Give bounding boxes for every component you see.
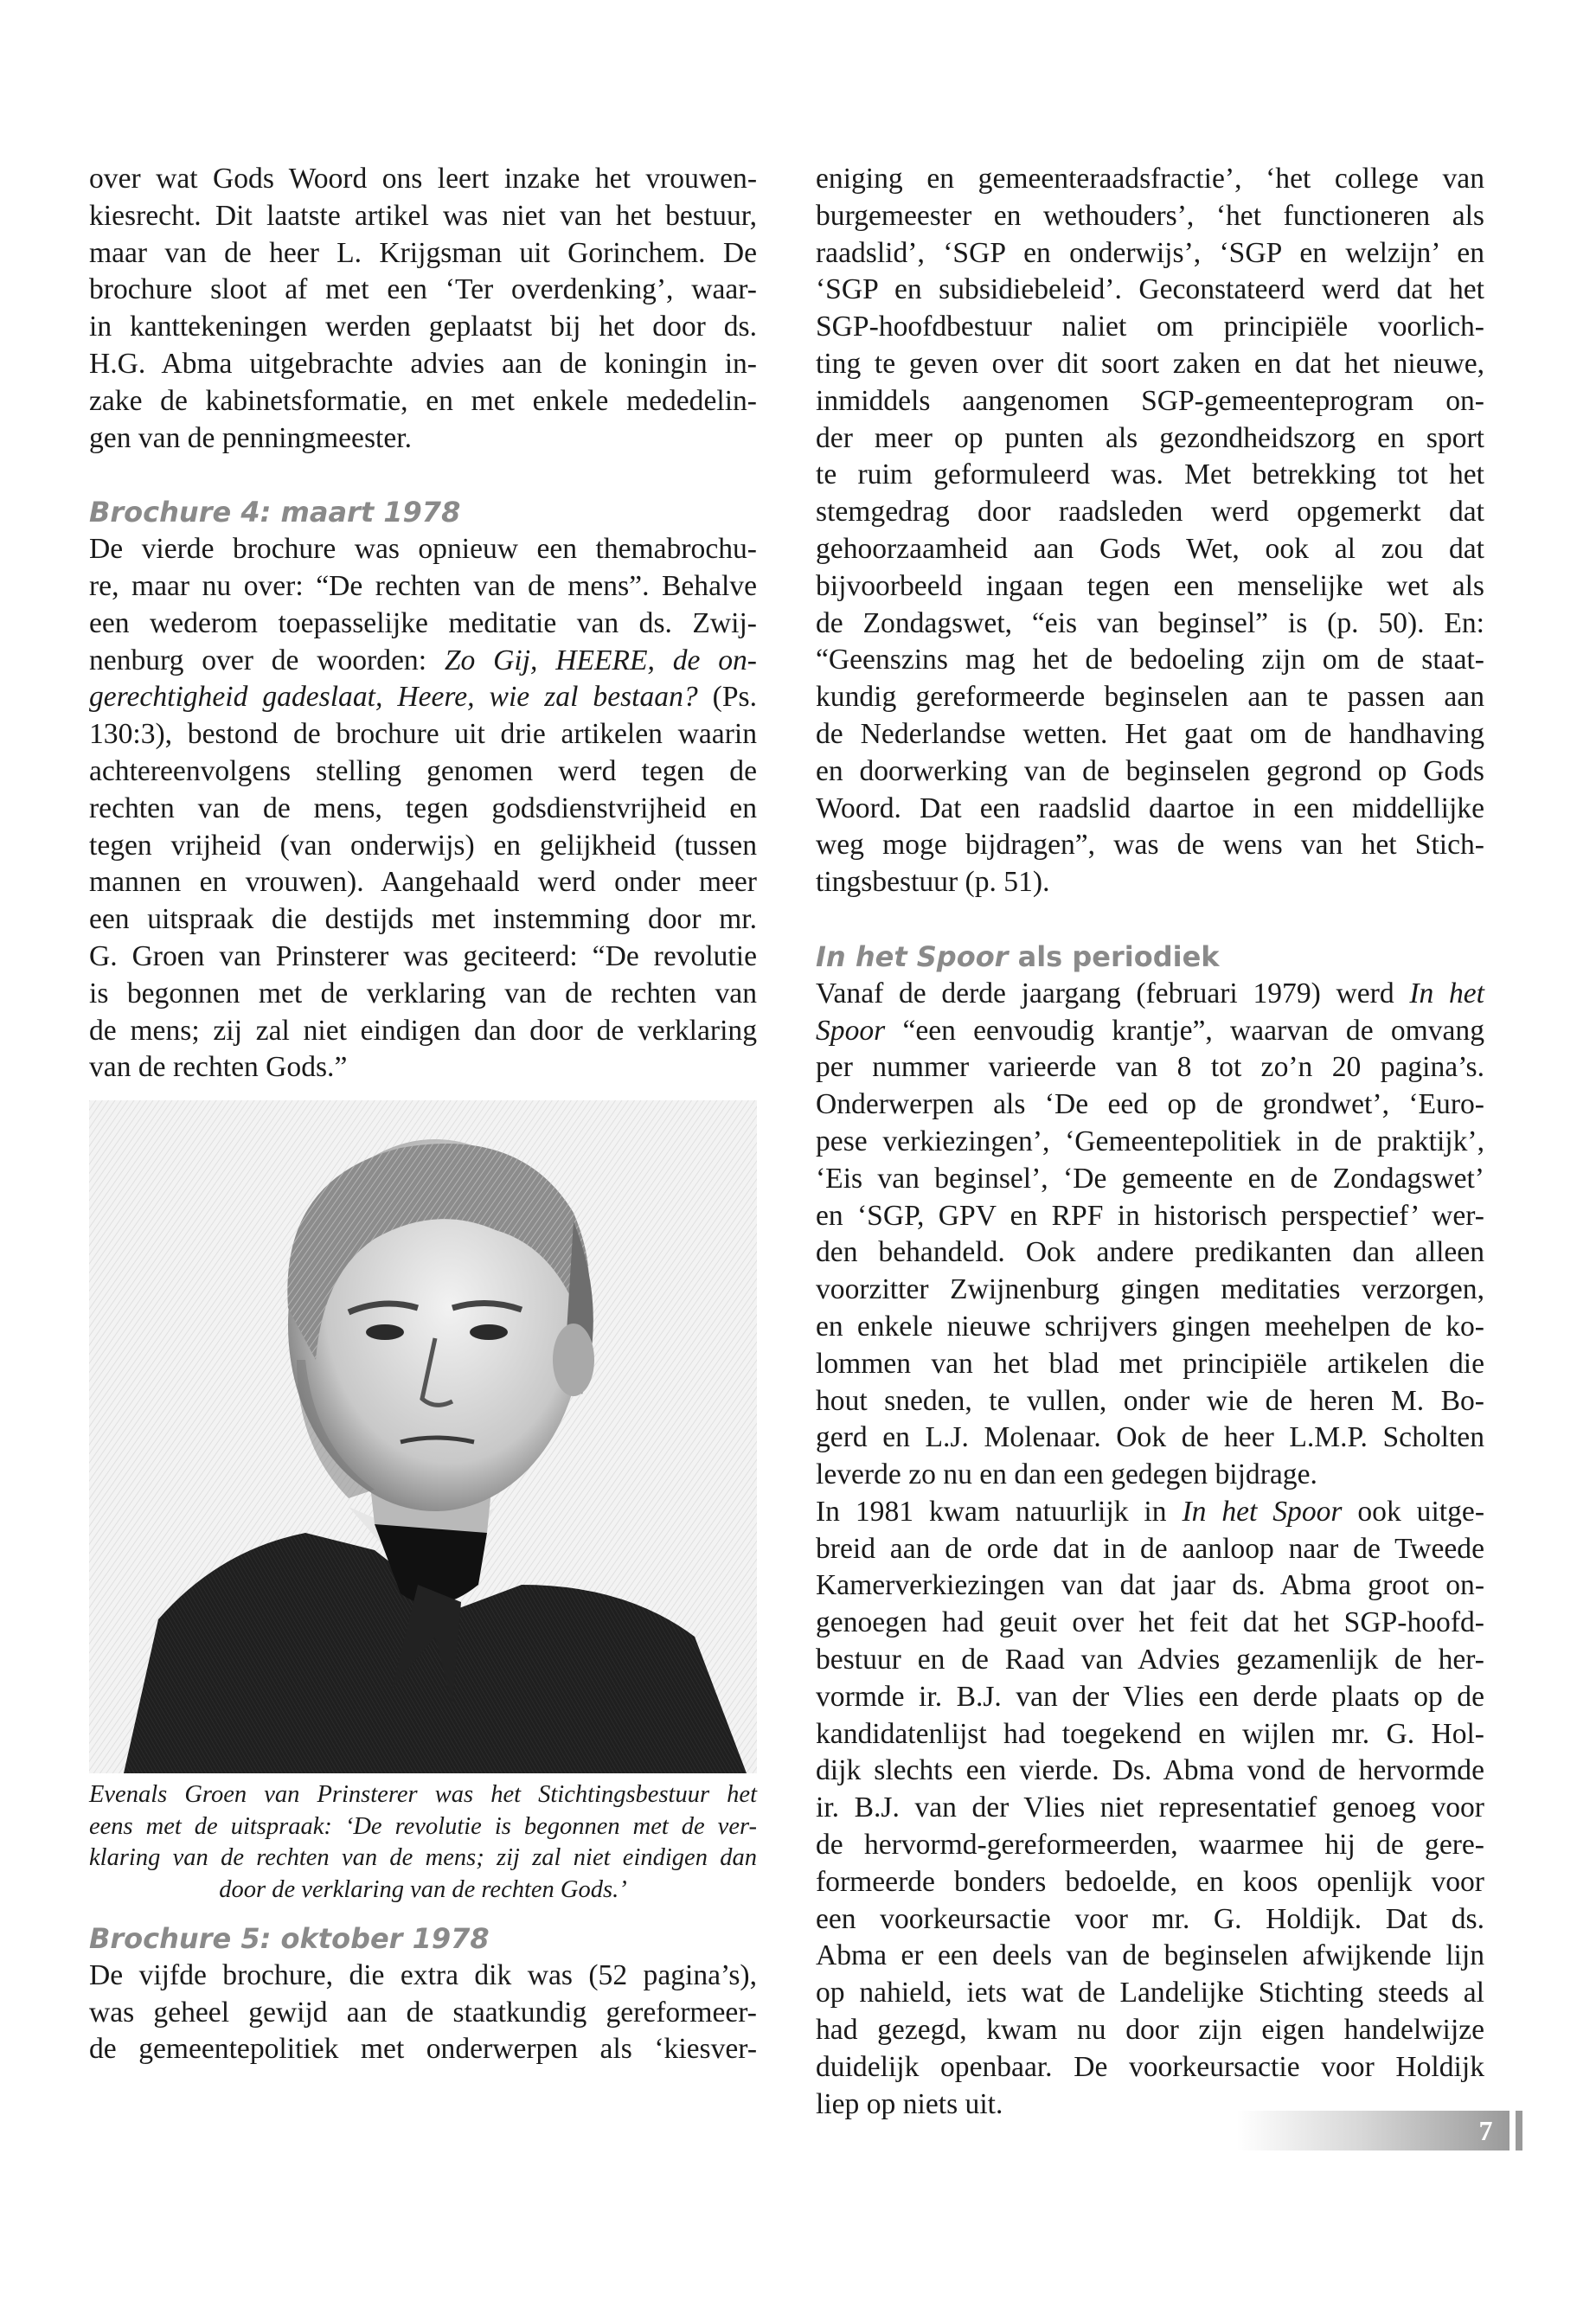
text-line: gerechtigheid gadeslaat, Heere, wie zal bestaan? (Ps. bbox=[89, 681, 757, 714]
left-column bbox=[89, 161, 757, 1086]
text-line: ‘SGP en subsidiebeleid’. Geconstateerd werd dat het bbox=[816, 273, 1484, 306]
paragraph-continued bbox=[816, 161, 1484, 901]
text-line: kundig gereformeerde beginselen aan te passen aan bbox=[816, 681, 1484, 714]
text-line: stemgedrag door raadsleden werd opgemerkt dat bbox=[816, 496, 1484, 529]
text-line: pese verkiezingen’, ‘Gemeentepolitiek in de praktijk’, bbox=[816, 1125, 1484, 1157]
text-line: Kamerverkiezingen van dat jaar ds. Abma groot on- bbox=[816, 1569, 1484, 1602]
text-line: SGP-hoofdbestuur naliet om principiële voorlich- bbox=[816, 311, 1484, 343]
right-column bbox=[816, 161, 1484, 2123]
text-line: gen van de penningmeester. bbox=[89, 421, 412, 454]
text-line: voorzitter Zwijnenburg gingen meditaties verzorgen, bbox=[816, 1273, 1484, 1306]
text-line: per nummer varieerde van 8 tot zo’n 20 pagina’s. bbox=[816, 1051, 1484, 1084]
text-line: een uitspraak die destijds met instemming door mr. bbox=[89, 903, 757, 936]
text-line: mannen en vrouwen). Aangehaald werd onder meer bbox=[89, 866, 757, 899]
figure-caption bbox=[89, 1779, 757, 1906]
text-line: nenburg over de woorden: Zo Gij, HEERE, de on- bbox=[89, 644, 757, 676]
text-line: is begonnen met de verklaring van de rechten van bbox=[89, 977, 757, 1009]
text-line: ir. B.J. van der Vlies niet representatief genoeg voor bbox=[816, 1791, 1484, 1824]
text-line: G. Groen van Prinsterer was geciteerd: “De revolutie bbox=[89, 939, 757, 972]
text-line: De vijfde brochure, die extra dik was (52 pagina’s), bbox=[89, 1958, 757, 1991]
text-line: een wederom toepasselijke meditatie van ds. Zwij- bbox=[89, 606, 757, 639]
text-line: ting te geven over dit soort zaken en dat het nieuwe, bbox=[816, 347, 1484, 380]
text-line: bijvoorbeeld ingaan tegen een menselijke wet als bbox=[816, 569, 1484, 602]
text-line: genoegen had geuit over het feit dat het SGP-hoofd- bbox=[816, 1606, 1484, 1639]
page-number: 7 bbox=[1478, 2115, 1493, 2146]
heading-brochure-5: Brochure 5: oktober 1978 bbox=[89, 1922, 490, 1955]
text-line: tegen vrijheid (van onderwijs) en gelijkheid (tussen bbox=[89, 829, 757, 862]
text-line: in kanttekeningen werden geplaatst bij het door ds. bbox=[89, 311, 757, 343]
portrait-illustration bbox=[89, 1100, 757, 1773]
text-line: re, maar nu over: “De rechten van de mens”. Behalve bbox=[89, 569, 757, 602]
text-line: dijk slechts een vierde. Ds. Abma vond de hervormde bbox=[816, 1754, 1484, 1787]
text-line: gerd en L.J. Molenaar. Ook de heer L.M.P. Scholten bbox=[816, 1421, 1484, 1454]
text-line: de Nederlandse wetten. Het gaat om de handhaving bbox=[816, 717, 1484, 750]
text-line: maar van de heer L. Krijgsman uit Gorinchem. De bbox=[89, 236, 757, 269]
text-line: burgemeester en wethouders’, ‘het functioneren als bbox=[816, 199, 1484, 232]
text-line: vormde ir. B.J. van der Vlies een derde plaats op de bbox=[816, 1680, 1484, 1713]
text-line: en ‘SGP, GPV en RPF in historisch perspectief’ wer- bbox=[816, 1199, 1484, 1232]
text-line: Vanaf de derde jaargang (februari 1979) werd In het bbox=[816, 977, 1484, 1009]
text-line: de hervormd-gereformeerden, waarmee hij de gere- bbox=[816, 1829, 1484, 1862]
text-line: over wat Gods Woord ons leert inzake het vrouwen- bbox=[89, 163, 757, 195]
caption-line: klaring van de rechten van de mens; zij zal niet eindigen dan bbox=[89, 1844, 757, 1871]
caption-line: Evenals Groen van Prinsterer was het Stichtingsbestuur het bbox=[89, 1781, 757, 1808]
heading-brochure-4: Brochure 4: maart 1978 bbox=[89, 496, 461, 529]
paragraph-1981 bbox=[816, 1494, 1484, 2124]
text-line: “Geenszins mag het de bedoeling zijn om de staat- bbox=[816, 644, 1484, 676]
portrait-engraving bbox=[89, 1100, 757, 1773]
text-line: de Zondagswet, “eis van beginsel” is (p. 50). En: bbox=[816, 606, 1484, 639]
text-line: hout sneden, te vullen, onder wie de heren M. Bo- bbox=[816, 1384, 1484, 1417]
text-line: kiesrecht. Dit laatste artikel was niet van het bestuur, bbox=[89, 199, 757, 232]
text-line: te ruim geformuleerd was. Met betrekking tot het bbox=[816, 458, 1484, 491]
text-line: tingsbestuur (p. 51). bbox=[816, 866, 1050, 899]
text-line: rechten van de mens, tegen godsdienstvrijheid en bbox=[89, 792, 757, 824]
text-line: zake de kabinetsformatie, en met enkele mededelin- bbox=[89, 384, 757, 417]
text-line: op nahield, iets wat de Landelijke Stichting steeds al bbox=[816, 1977, 1484, 2009]
text-line: de mens; zij zal niet eindigen dan door de verklaring bbox=[89, 1014, 757, 1047]
text-line: lommen van het blad met principiële artikelen die bbox=[816, 1347, 1484, 1380]
text-line: had gezegd, kwam nu door zijn eigen handelwijze bbox=[816, 2014, 1484, 2047]
paragraph-intro bbox=[89, 161, 757, 457]
text-line: en doorwerking van de beginselen gegrond op Gods bbox=[816, 754, 1484, 787]
text-line: een voorkeursactie voor mr. G. Holdijk. Dat ds. bbox=[816, 1902, 1484, 1935]
text-line: Woord. Dat een raadslid daartoe in een middellijke bbox=[816, 792, 1484, 824]
text-line: raadslid’, ‘SGP en onderwijs’, ‘SGP en welzijn’ en bbox=[816, 236, 1484, 269]
text-line: was geheel gewijd aan de staatkundig gereformeer- bbox=[89, 1996, 757, 2029]
text-line: de gemeentepolitiek met onderwerpen als ‘kiesver- bbox=[89, 2033, 757, 2066]
text-line: den behandeld. Ook andere predikanten dan alleen bbox=[816, 1236, 1484, 1269]
text-line: brochure sloot af met een ‘Ter overdenking’, waar- bbox=[89, 273, 757, 306]
heading-periodiek: In het Spoor als periodiek bbox=[816, 939, 1220, 973]
text-line: ‘Eis van beginsel’, ‘De gemeente en de Zondagswet’ bbox=[816, 1162, 1484, 1195]
paragraph-periodiek bbox=[816, 976, 1484, 1494]
text-line: breid aan de orde dat in de aanloop naar de Tweede bbox=[816, 1532, 1484, 1565]
text-line: duidelijk openbaar. De voorkeursactie voor Holdijk bbox=[816, 2050, 1484, 2083]
text-line: achtereenvolgens stelling genomen werd tegen de bbox=[89, 754, 757, 787]
text-line: van de rechten Gods.” bbox=[89, 1051, 348, 1084]
paragraph-brochure-5 bbox=[89, 1958, 757, 2068]
text-line: De vierde brochure was opnieuw een themabrochu- bbox=[89, 533, 757, 566]
text-line: gehoorzaamheid aan Gods Wet, ook al zou dat bbox=[816, 532, 1484, 565]
text-line: 130:3), bestond de brochure uit drie artikelen waarin bbox=[89, 718, 757, 751]
text-line: en enkele nieuwe schrijvers gingen meehelpen de ko- bbox=[816, 1310, 1484, 1343]
caption-line: door de verklaring van de rechten Gods.’ bbox=[219, 1875, 627, 1903]
text-line: der meer op punten als gezondheidszorg en sport bbox=[816, 421, 1484, 454]
text-line: H.G. Abma uitgebrachte advies aan de koningin in- bbox=[89, 347, 757, 380]
text-line: liep op niets uit. bbox=[816, 2087, 1003, 2120]
text-line: Spoor “een eenvoudig krantje”, waarvan de omvang bbox=[816, 1014, 1484, 1047]
text-line: Onderwerpen als ‘De eed op de grondwet’, ‘Euro- bbox=[816, 1088, 1484, 1121]
text-line: bestuur en de Raad van Advies gezamenlijk de her- bbox=[816, 1644, 1484, 1676]
text-line: inmiddels aangenomen SGP-gemeenteprogram on- bbox=[816, 384, 1484, 417]
text-line: Abma er een deels van de beginselen afwijkende lijn bbox=[816, 1939, 1484, 1972]
brochure-5-section bbox=[89, 1920, 757, 2068]
text-line: weg moge bijdragen”, was de wens van het Stich- bbox=[816, 829, 1484, 862]
text-line: In 1981 kwam natuurlijk in In het Spoor ook uitge- bbox=[816, 1495, 1484, 1528]
caption-line: eens met de uitspraak: ‘De revolutie is begonnen met de ver- bbox=[89, 1812, 757, 1840]
paragraph-brochure-4 bbox=[89, 531, 757, 1086]
page-number-bar-end bbox=[1516, 2111, 1522, 2150]
text-line: eniging en gemeenteraadsfractie’, ‘het college van bbox=[816, 163, 1484, 195]
text-line: formeerde bonders bedoelde, en koos openlijk voor bbox=[816, 1865, 1484, 1898]
text-line: kandidatenlijst had toegekend en wijlen mr. G. Hol- bbox=[816, 1717, 1484, 1750]
text-line: leverde zo nu en dan een gedegen bijdrage. bbox=[816, 1458, 1317, 1491]
